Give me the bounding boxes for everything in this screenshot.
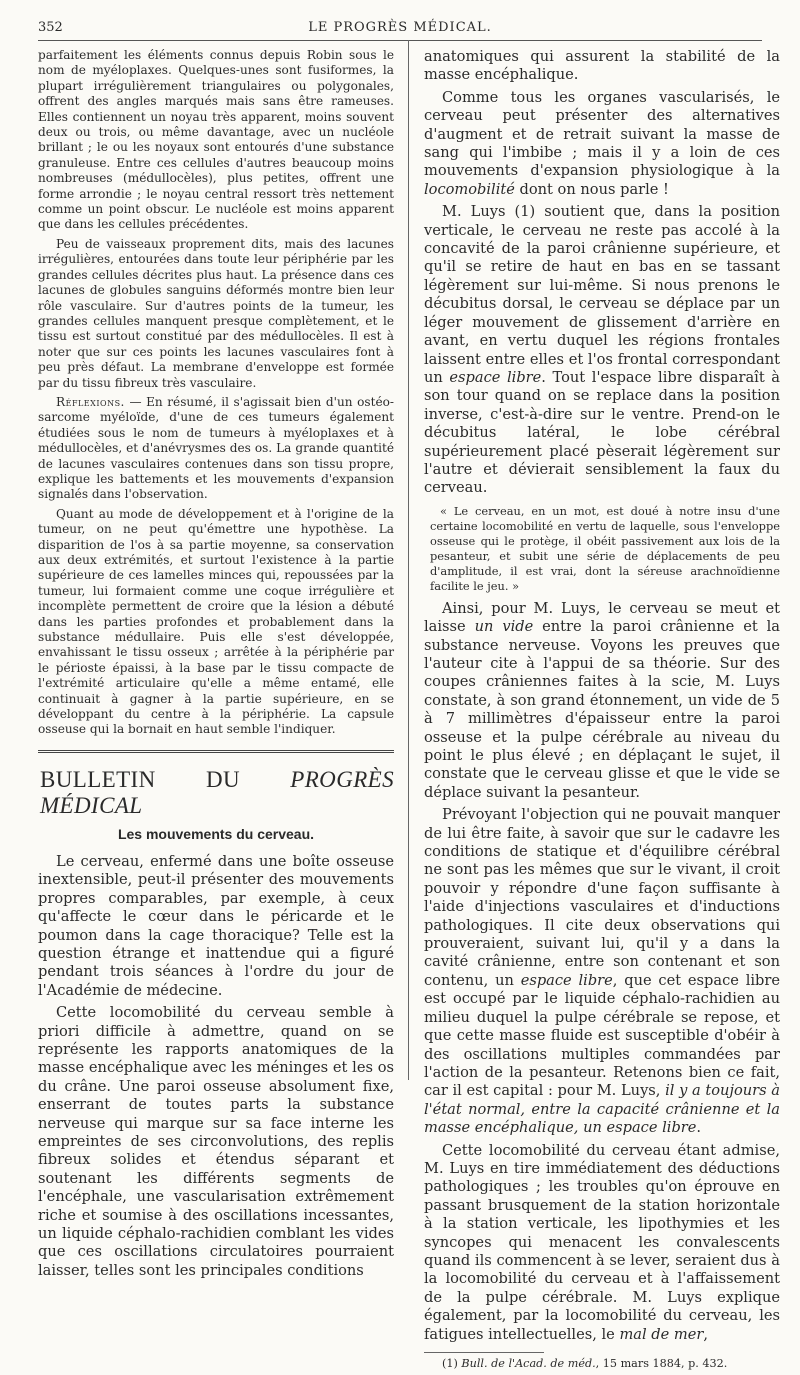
paragraph-histology: parfaitement les éléments connus depuis Robin sous le nom de myéloplaxes. Quelques-unes sont fusiformes, la plupart irrégulièrement triangulaires ou polygonales, offrent des angles marqués mais sans être rameuses. Elles contiennent un noyau très apparent, moins souvent deux ou trois, ou même davantage, avec un nucléole brillant ; le ou les noyaux sont entourés d'une substance granuleuse. Entre ces cellules d'autres beaucoup moins nombreuses (médullocèles), plus petites, offrent une forme arrondie ; le noyau central ressort très nettement comme un point obscur. Le nucléole est moins apparent que dans les cellules précédentes.	[38, 48, 394, 232]
column-divider	[408, 40, 409, 1080]
italic-run: mal de mer	[619, 1325, 704, 1343]
italic-run: espace libre	[449, 368, 542, 386]
running-head	[38, 18, 762, 41]
text-run: Comme tous les organes vascularisés, le cerveau peut présenter des alternatives d'augment et de retrait suivant la masse de sang qui l'imbibe ; mais il y a loin de ces mouvements d'expansion physiologique à la	[424, 88, 780, 180]
text-run: , 15 mars 1884, p. 432.	[595, 1357, 728, 1370]
text-run: ,	[703, 1325, 708, 1343]
paragraph-intro: Le cerveau, enfermé dans une boîte osseuse inextensible, peut-il présenter des mouvements propres comparables, par exemple, à ceux qu'affecte le cœur dans le péricarde et le poumon dans la cage thoracique? Telle est la question étrange et inattendue qui a figuré pendant trois séances à l'ordre du jour de l'Académie de médecine.	[38, 852, 394, 999]
right-column	[424, 48, 780, 1375]
paragraph-continuation: anatomiques qui assurent la stabilité de la masse encéphalique.	[424, 48, 780, 84]
text-run: . Tout l'espace libre disparaît à son tour quand on se replace dans la position inverse, c'est-à-dire sur le ventre. Prend-on le décubitus latéral, le lobe cérébral supérieurement placé pèserait légèrement sur l'autre et dévierait sensiblement la faux du cerveau.	[424, 368, 780, 497]
paragraph-vessels: Peu de vaisseaux proprement dits, mais des lacunes irrégulières, entourées dans toute leur périphérie par les grandes cellules décrites plus haut. La présence dans ces lacunes de globules sanguins déformés montre bien leur rôle vasculaire. Sur d'autres points de la tumeur, les grandes cellules manquent presque complètement, et le tissu est surtout constitué par des médullocèles. Il est à noter que sur ces points les lacunes vasculaires font à peu près défaut. La membrane d'enveloppe est formée par du tissu fibreux très vasculaire.	[38, 236, 394, 390]
journal-title: LE PROGRÈS MÉDICAL.	[308, 20, 492, 35]
quote-text: « Le cerveau, en un mot, est doué à notre insu d'une certaine locomobilité en vertu de laquelle, sous l'enveloppe osseuse qui le protège, il obéit passivement aux lois de la pesanteur, et subit une série de déplacements de peu d'amplitude, il est vrai, dont la séreuse arachnoïdienne facilite le jeu. »	[430, 503, 780, 593]
bulletin-heading-plain: BULLETIN DU	[40, 766, 291, 792]
bulletin-heading	[40, 767, 394, 819]
paragraph-development: Quant au mode de développement et à l'origine de la tumeur, on ne peut qu'émettre une hypothèse. La disparition de l'os à sa partie moyenne, sa conservation aux deux extrémités, et surtout l'existence à la partie supérieure de ces lamelles minces qui, repoussées par la tumeur, lui formaient comme une coque irrégulière et incomplète permettent de croire que la lésion a débuté dans les parties profondes et probablement dans la substance médullaire. Puis elle s'est développée, envahissant le tissu osseux ; arrêtée à la périphérie par le périoste épaissi, à la base par le tissu compacte de l'extrémité articulaire qu'elle a même entamé, elle continuait à gagner à la partie supérieure, en se développant du centre à la périphérie. La capsule osseuse qui la bornait en haut semble l'indiquer.	[38, 506, 394, 737]
left-column	[38, 48, 394, 1284]
text-run: Prévoyant l'objection qui ne pouvait manquer de lui être faite, à savoir que sur le cadavre les conditions de statique et d'équilibre cérébral ne sont pas les mêmes que sur le vivant, il croit pouvoir y répondre d'une façon suffisante à l'aide d'injections vasculaires et d'inductions pathologiques. Il cite deux observations qui prouveraient, suivant lui, qu'il y a dans la cavité crânienne, entre son contenant et son contenu, un	[424, 806, 780, 989]
text-run: (1)	[442, 1357, 462, 1370]
footnote	[424, 1357, 780, 1371]
text-run: dont on nous parle !	[514, 180, 669, 198]
text-run: .	[696, 1119, 702, 1137]
footnote-rule	[424, 1352, 544, 1353]
paragraph-luys	[424, 203, 780, 498]
text-run: , que cet espace libre est occupé par le liquide céphalo-rachidien au milieu duquel la pulpe cérébrale se repose, et que cette masse fluide est susceptible d'obéir à des oscillations multiples commandées par l'action de la pesanteur. Retenons bien ce fait, car il est capital : pour M. Luys,	[424, 971, 780, 1100]
block-quote	[424, 504, 780, 594]
page-number: 352	[38, 20, 63, 35]
paragraph-reflexions	[38, 395, 394, 503]
paragraph-deductions	[424, 1142, 780, 1344]
text-run: M. Luys (1) soutient que, dans la position verticale, le cerveau ne reste pas accolé à la concavité de la paroi crânienne supérieure, et qu'il se retire de haut en bas en se tassant légèrement sur lui-même. Si nous prenons le décubitus dorsal, le cerveau se déplace par un léger mouvement de glissement d'arrière en avant, en vertu duquel les régions frontales laissent entre elles et l'os frontal correspondant un	[424, 203, 780, 386]
section-divider	[38, 750, 394, 753]
paragraph-expansion	[424, 89, 780, 199]
bulletin-heading-italic: PROGRÈS MÉDICAL	[40, 766, 394, 818]
text-run: entre la paroi crânienne et la substance nerveuse. Voyons les preuves que l'auteur cite à l'appui de sa théorie. Sur des coupes crâniennes faites à la scie, M. Luys constate, à son grand étonnement, un vide de 5 à 7 millimètres d'épaisseur entre la paroi osseuse et la pulpe cérébrale au niveau du point le plus élevé ; en déplaçant le sujet, il constate que le cerveau glisse et que le vide se déplace suivant la pesanteur.	[424, 618, 781, 801]
reflexions-text: — En résumé, il s'agissait bien d'un ostéo-sarcome myéloïde, d'une de ces tumeurs également étudiées sous le nom de tumeurs à myéloplaxes et à médullocèles, et d'anévrysmes des os. La grande quantité de lacunes vasculaires contenues dans son tissu propre, explique les battements et les mouvements d'expansion signalés dans l'observation.	[38, 394, 394, 502]
paragraph-proofs	[424, 600, 780, 802]
italic-run: un vide	[474, 618, 534, 636]
text-run: Ainsi, pour M. Luys, le cerveau se meut et laisse	[424, 599, 780, 636]
italic-run: locomobilité	[424, 180, 515, 198]
italic-run: Bull. de l'Acad. de méd.	[461, 1357, 596, 1370]
italic-run: il y a toujours à l'état normal, entre la capacité crânienne et la masse encéphalique, un espace libre	[424, 1082, 780, 1137]
reflexions-label: Réflexions.	[56, 394, 125, 409]
paragraph-objection	[424, 806, 780, 1137]
text-run: Cette locomobilité du cerveau étant admise, M. Luys en tire immédiatement des déductions pathologiques ; les troubles qu'on éprouve en passant brusquement de la station horizontale à la station verticale, les lipothymies et les syncopes qui menacent les convalescents quand ils commencent à se lever, seraient dus à la locomobilité du cerveau et à l'affaissement de la pulpe cérébrale. M. Luys explique également, par la locomobilité du cerveau, les fatigues intellectuelles, le	[424, 1141, 780, 1343]
italic-run: espace libre	[520, 971, 613, 989]
article-subheading: Les mouvements du cerveau.	[117, 825, 315, 842]
paragraph-locomobility: Cette locomobilité du cerveau semble à priori difficile à admettre, quand on se représente les rapports anatomiques de la masse encéphalique avec les méninges et les os du crâne. Une paroi osseuse absolument fixe, enserrant de toutes parts la substance nerveuse qui marque sur sa face interne les empreintes de ses circonvolutions, des replis fibreux solides et étendus séparant et soutenant les différents segments de l'encéphale, une vascularisation extrêmement riche et soumise à des oscillations incessantes, un liquide céphalo-rachidien comblant les vides que ces oscillations circulatoires pourraient laisser, telles sont les principales conditions	[38, 1004, 394, 1279]
